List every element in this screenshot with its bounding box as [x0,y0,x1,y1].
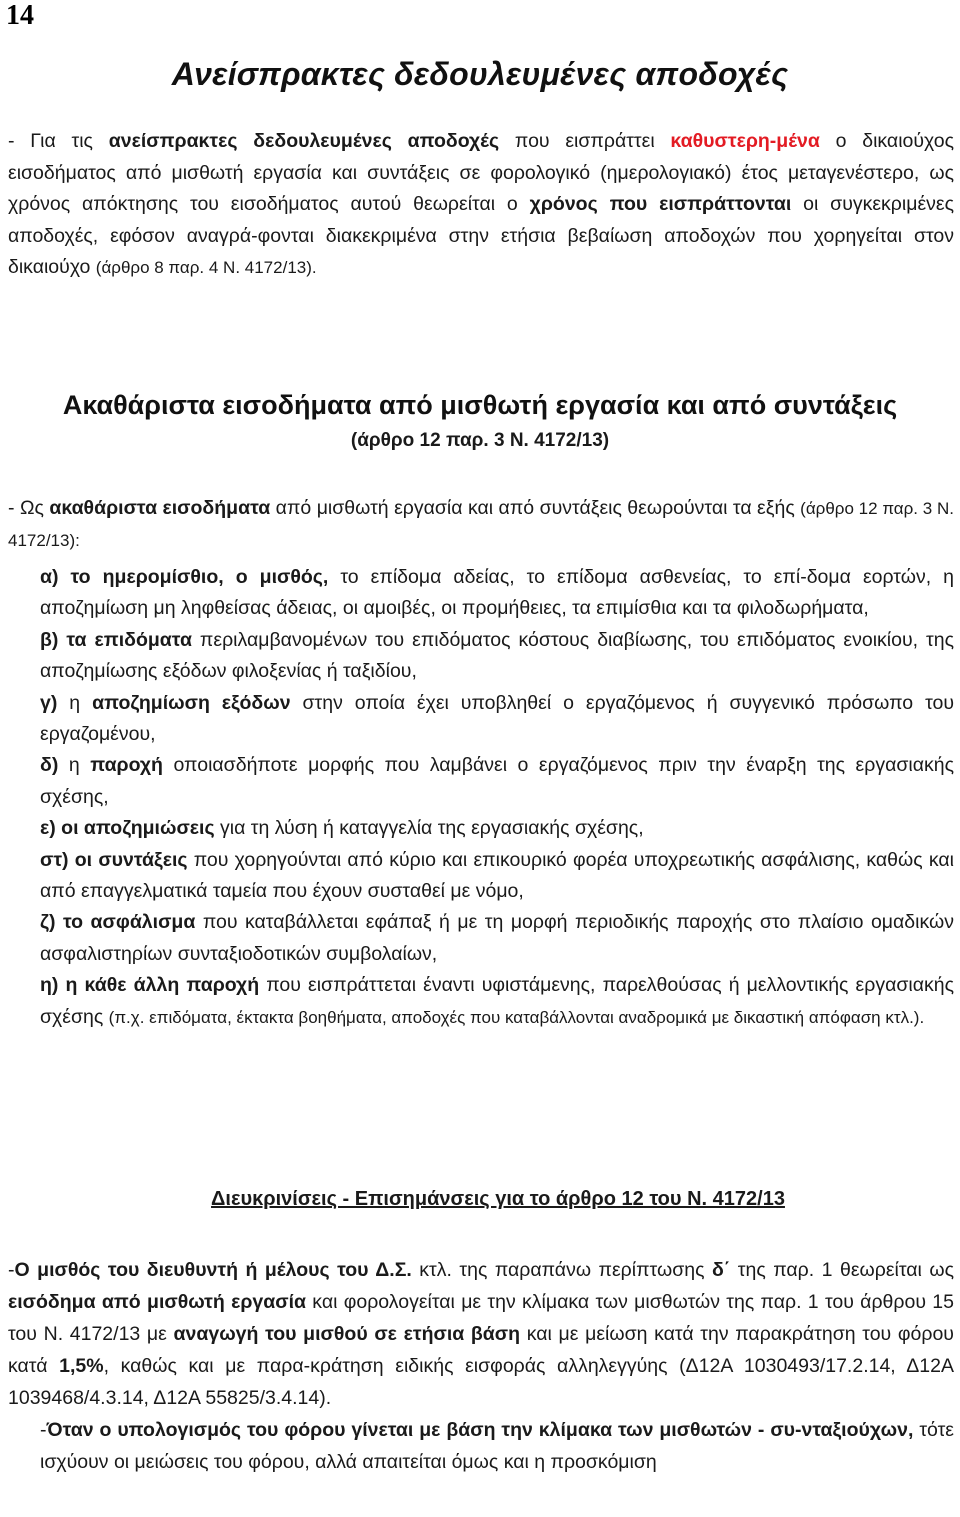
section-subtitle: (άρθρο 12 παρ. 3 Ν. 4172/13) [350,430,610,451]
list-item [40,845,954,908]
clar-dash: - [8,1259,15,1281]
list-item-label: ζ) το ασφάλισμα [40,911,196,934]
clar-bold-term: δ΄ [711,1259,731,1281]
lead-text: - Ως [8,497,50,519]
clar-text: της παρ. 1 θεωρείται ως [730,1259,954,1281]
clar-bold-term: εισόδημα από μισθωτή εργασία [8,1291,306,1313]
list-item [40,562,954,625]
page-title: Ανείσπρακτες δεδουλευμένες αποδοχές [171,56,789,92]
list-item-text: για τη λύση ή καταγγελία της εργασιακής σχέσης, [214,817,644,840]
clar-bold-term: Όταν ο υπολογισμός του φόρου γίνεται με βάση την κλίμακα των μισθωτών - συ-νταξιούχων, [46,1419,914,1441]
lead-reference: (άρθρο 12 παρ. 3 Ν. 4172/13): [8,499,954,550]
list-item-label: αποζημίωση εξόδων [92,691,291,714]
lead-bold-term: ακαθάριστα εισοδήματα [49,497,271,519]
clar-text: κτλ. της παραπάνω περίπτωσης [411,1259,712,1281]
list-item-article: η [58,754,91,777]
section-lead [8,493,954,556]
list-item [40,750,954,813]
clar-bold-term: αναγωγή του μισθού σε ετήσια βάση [173,1323,521,1345]
clar-bold-term: 1,5% [59,1355,104,1377]
list-item [40,970,954,1033]
clarification-paragraph [8,1254,954,1414]
list-item-text: που χορηγούνται από κύριο και επικουρικό φορέα υποχρεωτικής ασφάλισης, καθώς και από επαγγελματικά ταμεία που έχουν συσταθεί με νόμο, [40,848,954,903]
list-item-example: (π.χ. επιδόματα, έκτακτα βοηθήματα, αποδοχές που καταβάλλονται αναδρομικά με δικαστική απόφαση κτλ.). [108,1007,925,1027]
clar-bold-term: Ο μισθός του διευθυντή ή μέλους του Δ.Σ. [14,1259,412,1281]
list-item [40,625,954,688]
section-title: Ακαθάριστα εισοδήματα από μισθωτή εργασία και από συντάξεις [62,390,898,420]
clarifications-body [8,1254,954,1478]
intro-text: ο δικαιούχος εισοδήματος από μισθωτή εργασία και συντάξεις σε φορολογικό (ημερολογιακό) έτος μεταγενέστερο, ως χρόνος απόκτησης του εισοδήματος αυτού θεωρείται ο [8,130,954,215]
intro-text: οι συγκεκριμένες αποδοχές, εφόσον αναγρά-φονται διακεκριμένα στην ετήσια βεβαίωση αποδοχών που χορηγείται στον δικαιούχο [8,193,954,278]
list-item-label: β) τα επιδόματα [40,628,192,651]
clar-text: τότε ισχύουν οι μειώσεις του φόρου, αλλά απαιτείται όμως και η προσκόμιση [40,1419,954,1473]
intro-text: - Για τις [8,130,109,152]
list-item-marker: δ) [40,754,59,777]
list-item-text: το επίδομα αδείας, το επίδομα ασθενείας, το επί-δομα εορτών, η αποζημίωση μη ληφθείσας άδειας, οι αμοιβές, οι προμήθειες, τα επιμίσθια και τα φιλοδωρήματα, [40,566,954,620]
list-item-label: α) το ημερομίσθιο, ο μισθός, [40,566,329,588]
intro-reference: (άρθρο 8 παρ. 4 Ν. 4172/13). [95,258,317,277]
clar-dash: - [40,1419,47,1441]
clarification-paragraph [8,1414,954,1478]
intro-bold-term: ανείσπρακτες δεδουλευμένες αποδοχές [108,130,500,152]
clar-text: και φορολογείται με την κλίμακα των μισθωτών της παρ. 1 του άρθρου 15 του Ν. 4172/13 με [8,1291,954,1345]
lead-text: από μισθωτή εργασία και από συντάξεις θεωρούνται τα εξής [270,497,801,519]
list-item [40,688,954,751]
list-item-text: περιλαμβανομένων του επιδόματος κόστους διαβίωσης, του επιδόματος ενοικίου, της αποζημίωσης εξόδων φιλοξενίας ή ταξιδίου, [40,628,954,683]
list-item-label: στ) οι συντάξεις [40,848,188,871]
list-item-text: οποιασδήποτε μορφής που λαμβάνει ο εργαζόμενος πριν την έναρξη της εργασιακής σχέσης, [40,754,954,808]
list-item-label: παροχή [90,754,163,777]
list-item-text: στην οποία έχει υποβληθεί ο εργαζόμενος ή συγγενικό πρόσωπο του εργαζομένου, [40,691,955,746]
intro-text: που εισπράττει [499,130,671,152]
income-list [40,562,954,1033]
intro-paragraph [8,126,954,284]
list-item-label: η) η κάθε άλλη παροχή [40,974,260,997]
clar-text: , καθώς και με παρα-κράτηση ειδικής εισφοράς αλληλεγγύης (Δ12Α 1030493/17.2.14, Δ12Α 1039468/4.3.14, Δ12Α 55825/3.4.14). [8,1355,954,1409]
list-item [40,907,954,970]
clar-text: και με μείωση κατά την παρακράτηση του φόρου κατά [8,1323,954,1377]
list-item [40,813,954,844]
list-item-marker: γ) [40,691,58,714]
list-item-text: που καταβάλλεται εφάπαξ ή με τη μορφή περιοδικής παροχής στο πλαίσιο ομαδικών ασφαλιστηρίων συνταξιοδοτικών συμβολαίων, [40,911,954,965]
list-item-text: που εισπράττεται έναντι υφιστάμενης, παρελθούσας ή μελλοντικής εργασιακής σχέσης [40,974,954,1028]
intro-bold-term: χρόνος που εισπράττονται [529,193,792,215]
clarifications-title: Διευκρινίσεις - Επισημάνσεις για το άρθρο 12 του Ν. 4172/13 [211,1188,785,1210]
list-item-article: η [57,691,93,714]
list-item-label: ε) οι αποζημιώσεις [40,817,215,840]
page-number: 14 [6,0,34,31]
intro-red-term: καθυστερη-μένα [670,130,820,152]
